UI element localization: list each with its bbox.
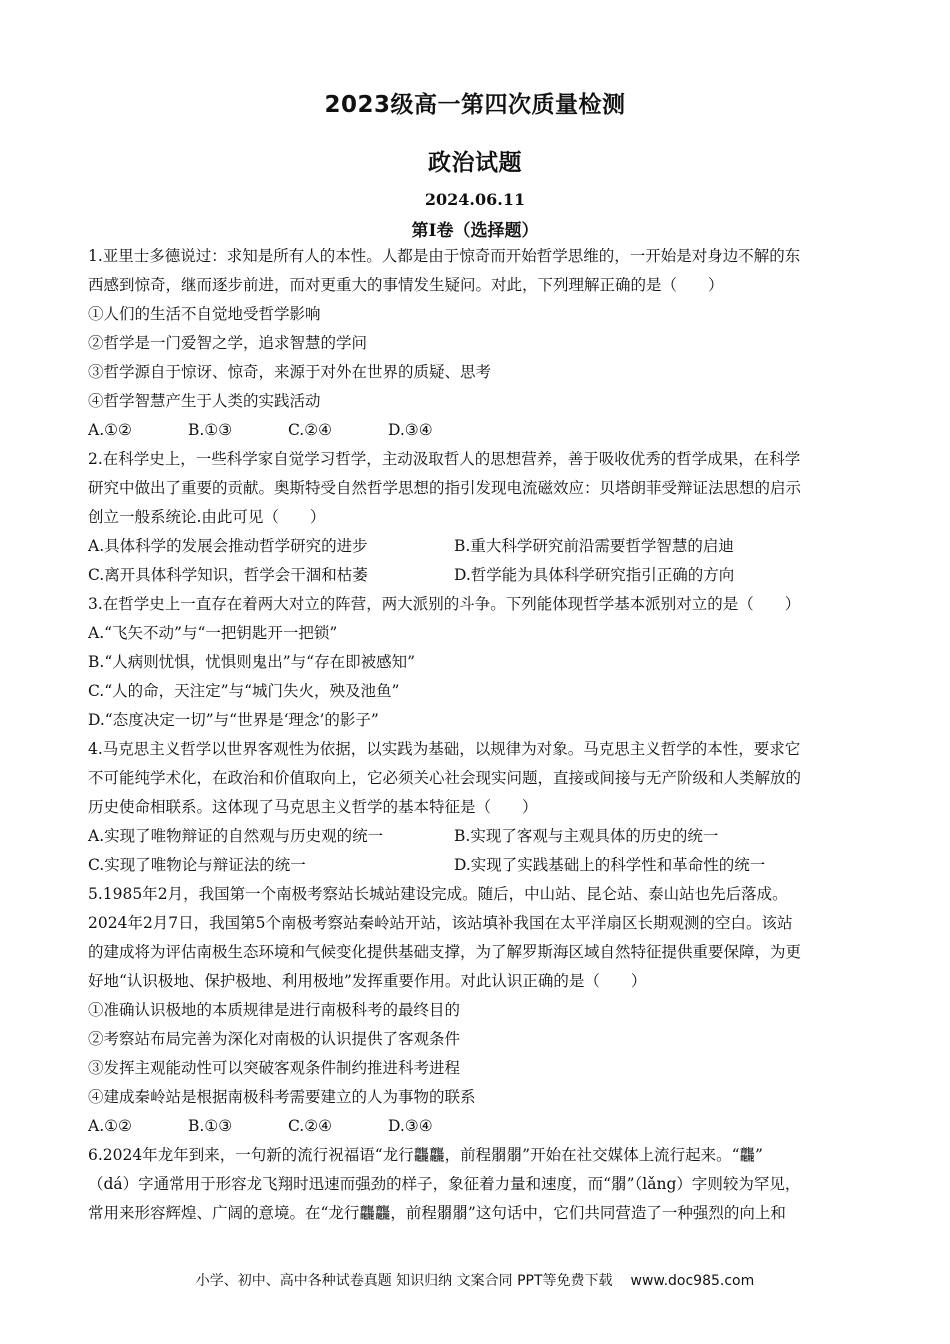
- options-row: [88, 822, 870, 851]
- question-stem-line: 5.1985年2月，我国第一个南极考察站长城站建设完成。随后，中山站、昆仑站、泰山站也先后落成。: [88, 885, 788, 903]
- question-6: [88, 1141, 870, 1228]
- answer-option[interactable]: D.③④: [388, 1117, 433, 1135]
- question-stem-line: 6.2024年龙年到来，一句新的流行祝福语“龙行龘龘，前程朤朤”开始在社交媒体上流行起来。“龘”: [88, 1146, 763, 1164]
- exam-title: 2023级高一第四次质量检测: [324, 92, 626, 118]
- options-row: [88, 561, 870, 590]
- question-stem-line: 4.马克思主义哲学以世界客观性为依据，以实践为基础，以规律为对象。马克思主义哲学的本性，要求它: [88, 740, 801, 758]
- answer-option[interactable]: B.重大科学研究前沿需要哲学智慧的启迪: [454, 537, 734, 555]
- answer-option[interactable]: A.“飞矢不动”与“一把钥匙开一把锁”: [88, 624, 338, 642]
- statement-item: ③哲学源自于惊讶、惊奇，来源于对外在世界的质疑、思考: [88, 363, 492, 381]
- answer-option[interactable]: D.“态度决定一切”与“世界是‘理念’的影子”: [88, 711, 379, 729]
- question-stem-line: 研究中做出了重要的贡献。奥斯特受自然哲学思想的指引发现电流磁效应：贝塔朗菲受辩证法思想的启示: [88, 479, 802, 497]
- question-stem-line: 西感到惊奇，继而逐步前进，而对更重大的事情发生疑问。对此，下列理解正确的是（ ）: [88, 276, 724, 294]
- statement-item: ②哲学是一门爱智之学，追求智慧的学问: [88, 334, 368, 352]
- answer-option[interactable]: C.实现了唯物论与辩证法的统一: [88, 856, 306, 874]
- question-stem-line: 1.亚里士多德说过：求知是所有人的本性。人都是由于惊奇而开始哲学思维的，一开始是对身边不解的东: [88, 247, 801, 265]
- question-stem-line: 2024年2月7日，我国第5个南极考察站秦岭站开站，该站填补我国在太平洋扇区长期观测的空白。该站: [88, 914, 793, 932]
- exam-subject: 政治试题: [428, 150, 522, 176]
- statement-item: ③发挥主观能动性可以突破客观条件制约推进科考进程: [88, 1059, 461, 1077]
- answer-option[interactable]: D.实现了实践基础上的科学性和革命性的统一: [454, 856, 766, 874]
- answer-option[interactable]: B.①③: [188, 421, 233, 439]
- footer-text: 小学、初中、高中各种试卷真题 知识归纳 文案合同 PPT等免费下载: [195, 1273, 613, 1289]
- footer-url: www.doc985.com: [630, 1273, 755, 1289]
- answer-option[interactable]: C.“人的命，天注定”与“城门失火，殃及池鱼”: [88, 682, 400, 700]
- question-4: [88, 735, 870, 880]
- question-stem-line: 不可能纯学术化，在政治和价值取向上，它必须关心社会现实问题，直接或间接与无产阶级和人类解放的: [88, 769, 802, 787]
- footer: [0, 1270, 950, 1290]
- question-stem-line: 好地“认识极地、保护极地、利用极地”发挥重要作用。对此认识正确的是（ ）: [88, 972, 647, 990]
- statement-item: ②考察站布局完善为深化对南极的认识提供了客观条件: [88, 1030, 461, 1048]
- options-row: [88, 851, 870, 880]
- exam-date: 2024.06.11: [424, 190, 526, 209]
- answer-option[interactable]: B.①③: [188, 1117, 233, 1135]
- answer-option[interactable]: A.具体科学的发展会推动哲学研究的进步: [88, 537, 368, 555]
- answer-option[interactable]: C.②④: [288, 1117, 333, 1135]
- statement-item: ④建成秦岭站是根据南极科考需要建立的人为事物的联系: [88, 1088, 476, 1106]
- question-1: [88, 242, 870, 445]
- answer-option[interactable]: B.“人病则忧惧，忧惧则鬼出”与“存在即被感知”: [88, 653, 416, 671]
- question-list: [88, 242, 870, 1228]
- question-stem-line: 2.在科学史上，一些科学家自觉学习哲学，主动汲取哲人的思想营养，善于吸收优秀的哲学成果，在科学: [88, 450, 801, 468]
- options-row: [88, 532, 870, 561]
- options-row: [88, 1112, 870, 1141]
- statement-item: ④哲学智慧产生于人类的实践活动: [88, 392, 321, 410]
- section-heading: 第I卷（选择题）: [411, 221, 539, 241]
- question-5: [88, 880, 870, 1141]
- question-stem-line: 历史使命相联系。这体现了马克思主义哲学的基本特征是（ ）: [88, 798, 538, 816]
- question-2: [88, 445, 870, 590]
- statement-item: ①人们的生活不自觉地受哲学影响: [88, 305, 321, 323]
- question-stem-line: 创立一般系统论.由此可见（ ）: [88, 508, 326, 526]
- answer-option[interactable]: D.③④: [388, 421, 433, 439]
- options-row: [88, 416, 870, 445]
- question-stem-line: 常用来形容辉煌、广阔的意境。在“龙行龘龘，前程朤朤”这句话中，它们共同营造了一种强烈的向上和: [88, 1204, 786, 1222]
- answer-option[interactable]: A.①②: [88, 1117, 132, 1135]
- question-3: [88, 590, 870, 735]
- answer-option[interactable]: C.离开具体科学知识，哲学会干涸和枯萎: [88, 566, 368, 584]
- statement-item: ①准确认识极地的本质规律是进行南极科考的最终目的: [88, 1001, 461, 1019]
- answer-option[interactable]: D.哲学能为具体科学研究指引正确的方向: [454, 566, 735, 584]
- answer-option[interactable]: C.②④: [288, 421, 333, 439]
- answer-option[interactable]: A.①②: [88, 421, 132, 439]
- question-stem-line: （dá）字通常用于形容龙飞翔时迅速而强劲的样子，象征着力量和速度，而“朤”（lǎng）字则较为罕见，: [88, 1175, 801, 1193]
- question-stem-line: 的建成将为评估南极生态环境和气候变化提供基础支撑，为了解罗斯海区域自然特征提供重要保障，为更: [88, 943, 802, 961]
- question-stem-line: 3.在哲学史上一直存在着两大对立的阵营，两大派别的斗争。下列能体现哲学基本派别对立的是（ ）: [88, 595, 801, 613]
- answer-option[interactable]: A.实现了唯物辩证的自然观与历史观的统一: [88, 827, 384, 845]
- answer-option[interactable]: B.实现了客观与主观具体的历史的统一: [454, 827, 719, 845]
